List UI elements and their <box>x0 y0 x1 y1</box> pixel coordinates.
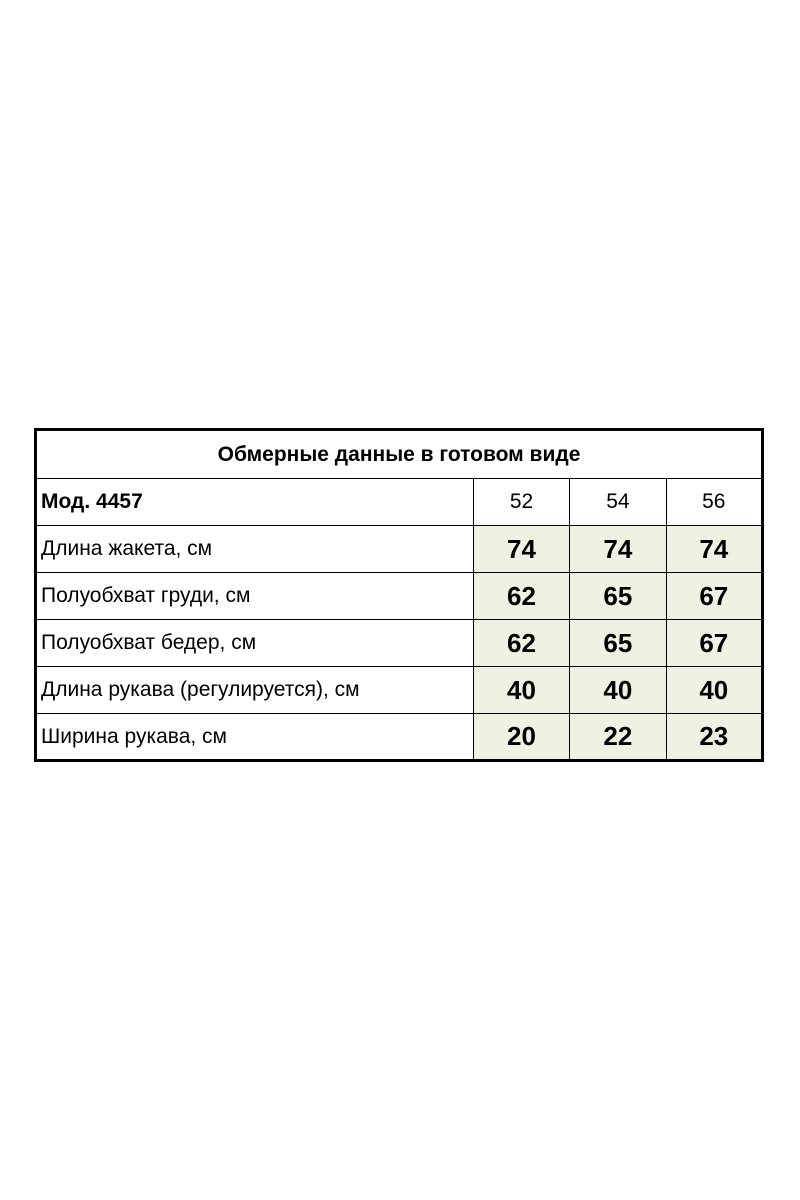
table-header-row <box>36 479 763 526</box>
value-cell: 22 <box>570 714 666 761</box>
value-cell: 40 <box>570 667 666 714</box>
table-row <box>36 667 763 714</box>
value-cell: 62 <box>473 620 569 667</box>
value-cell: 40 <box>666 667 762 714</box>
row-label: Длина жакета, см <box>36 526 474 573</box>
table-title-row <box>36 430 763 479</box>
size-header-52: 52 <box>473 479 569 526</box>
row-label: Полуобхват бедер, см <box>36 620 474 667</box>
value-cell: 67 <box>666 620 762 667</box>
table-row <box>36 526 763 573</box>
row-label: Ширина рукава, см <box>36 714 474 761</box>
table-row <box>36 714 763 761</box>
size-header-54: 54 <box>570 479 666 526</box>
value-cell: 23 <box>666 714 762 761</box>
table-row <box>36 620 763 667</box>
row-label: Длина рукава (регулируется), см <box>36 667 474 714</box>
row-label: Полуобхват груди, см <box>36 573 474 620</box>
measurements-table <box>34 428 764 762</box>
value-cell: 65 <box>570 573 666 620</box>
value-cell: 74 <box>570 526 666 573</box>
value-cell: 20 <box>473 714 569 761</box>
size-header-56: 56 <box>666 479 762 526</box>
value-cell: 65 <box>570 620 666 667</box>
table-row <box>36 573 763 620</box>
value-cell: 67 <box>666 573 762 620</box>
table-title: Обмерные данные в готовом виде <box>36 430 763 479</box>
value-cell: 74 <box>666 526 762 573</box>
value-cell: 62 <box>473 573 569 620</box>
value-cell: 40 <box>473 667 569 714</box>
model-label: Мод. 4457 <box>36 479 474 526</box>
value-cell: 74 <box>473 526 569 573</box>
